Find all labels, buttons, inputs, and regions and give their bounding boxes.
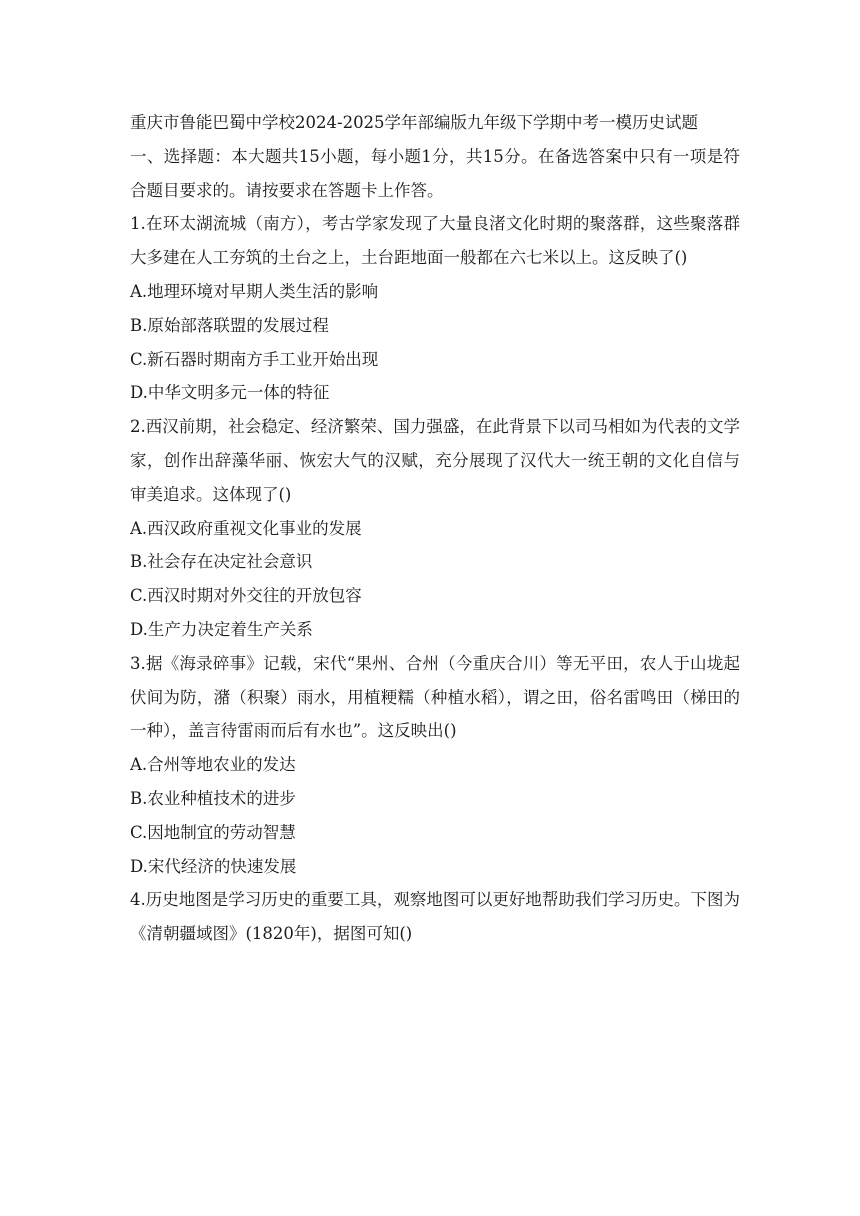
option-c: C.西汉时期对外交往的开放包容 <box>130 586 362 606</box>
option-c: C.因地制宜的劳动智慧 <box>130 822 296 842</box>
section-heading: 一、选择题：本大题共15小题，每小题1分，共15分。在备选答案中只有一项是符合题目要求的。请按要求在答题卡上作答。 <box>130 146 740 200</box>
question-stem: 4.历史地图是学习历史的重要工具，观察地图可以更好地帮助我们学习历史。下图为《清朝疆域图》(1820年)，据图可知() <box>130 890 740 944</box>
question-2 <box>130 410 740 647</box>
option-d: D.宋代经济的快速发展 <box>130 856 297 876</box>
option-b: B.原始部落联盟的发展过程 <box>130 315 329 335</box>
option-d: D.生产力决定着生产关系 <box>130 619 313 639</box>
option-d: D.中华文明多元一体的特征 <box>130 383 330 403</box>
question-stem: 2.西汉前期，社会稳定、经济繁荣、国力强盛，在此背景下以司马相如为代表的文学家，创作出辞藻华丽、恢宏大气的汉赋，充分展现了汉代大一统王朝的文化自信与审美追求。这体现了() <box>130 417 740 504</box>
question-4 <box>130 883 740 951</box>
option-a: A.西汉政府重视文化事业的发展 <box>130 518 362 538</box>
option-a: A.合州等地农业的发达 <box>130 755 296 775</box>
document-body <box>130 106 740 951</box>
question-stem: 1.在环太湖流城（南方），考古学家发现了大量良渚文化时期的聚落群，这些聚落群大多建在人工夯筑的土台之上，土台距地面一般都在六七米以上。这反映了() <box>130 214 740 268</box>
document-title: 重庆市鲁能巴蜀中学校2024-2025学年部编版九年级下学期中考一模历史试题 <box>130 113 699 132</box>
question-1 <box>130 207 740 410</box>
question-stem: 3.据《海录碎事》记载，宋代“果州、合州（今重庆合川）等无平田，农人于山垅起伏间为防，潴（积聚）雨水，用植粳糯（种植水稻），谓之田，俗名雷鸣田（梯田的一种），盖言待雷雨而后有水也”。这反映出() <box>130 653 740 741</box>
question-3 <box>130 647 740 884</box>
option-b: B.农业种植技术的进步 <box>130 788 296 808</box>
option-a: A.地理环境对早期人类生活的影响 <box>130 281 379 301</box>
option-c: C.新石器时期南方手工业开始出现 <box>130 349 379 369</box>
option-b: B.社会存在决定社会意识 <box>130 552 313 572</box>
